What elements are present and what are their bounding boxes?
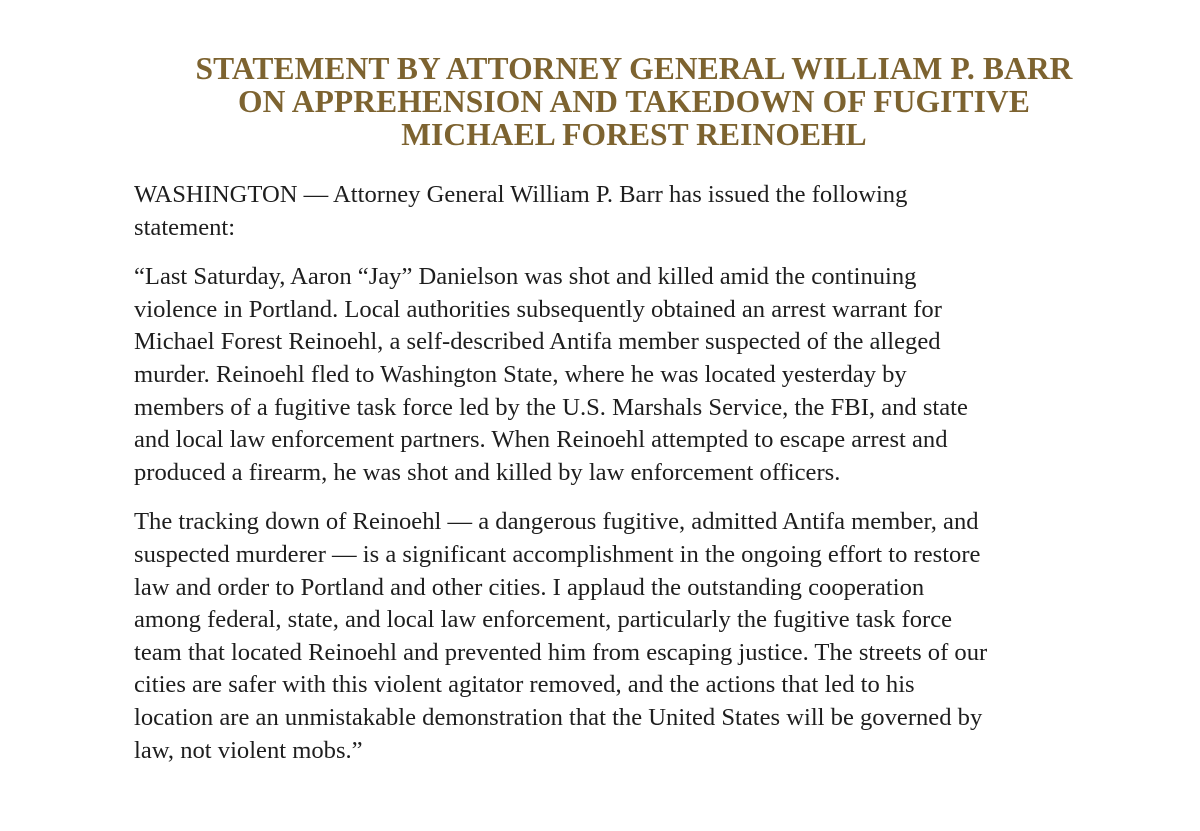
press-release — [134, 52, 1134, 767]
text-line: violence in Portland. Local authorities subsequently obtained an arrest warrant for — [134, 295, 942, 323]
title-line: ON APPREHENSION AND TAKEDOWN OF FUGITIVE — [238, 84, 1030, 119]
title-line: MICHAEL FOREST REINOEHL — [401, 117, 867, 152]
text-line: location are an unmistakable demonstration that the United States will be governed by — [134, 703, 983, 731]
text-line: murder. Reinoehl fled to Washington State, where he was located yesterday by — [134, 360, 907, 388]
text-line: statement: — [134, 213, 236, 241]
text-line: The tracking down of Reinoehl — a dangerous fugitive, admitted Antifa member, and — [134, 508, 979, 536]
text-line: and local law enforcement partners. When Reinoehl attempted to escape arrest and — [134, 426, 948, 454]
text-line: cities are safer with this violent agitator removed, and the actions that led to his — [134, 671, 915, 699]
text-line: suspected murderer — is a significant accomplishment in the ongoing effort to restore — [134, 540, 981, 568]
quote-paragraph-2 — [134, 506, 1134, 767]
text-line: among federal, state, and local law enforcement, particularly the fugitive task force — [134, 606, 953, 634]
text-line: team that located Reinoehl and prevented him from escaping justice. The streets of our — [134, 638, 988, 666]
quote-paragraph-1 — [134, 261, 1134, 489]
text-line: law, not violent mobs.” — [134, 736, 363, 764]
text-line: members of a fugitive task force led by the U.S. Marshals Service, the FBI, and state — [134, 393, 968, 421]
title-line: STATEMENT BY ATTORNEY GENERAL WILLIAM P. BARR — [195, 51, 1073, 86]
statement-title — [134, 52, 1134, 151]
text-line: produced a firearm, he was shot and killed by law enforcement officers. — [134, 458, 841, 486]
text-line: “Last Saturday, Aaron “Jay” Danielson was shot and killed amid the continuing — [134, 263, 917, 291]
dateline-paragraph — [134, 179, 1134, 244]
text-line: Michael Forest Reinoehl, a self-described Antifa member suspected of the alleged — [134, 328, 941, 356]
text-line: law and order to Portland and other cities. I applaud the outstanding cooperation — [134, 573, 925, 601]
text-line: WASHINGTON — Attorney General William P. Barr has issued the following — [134, 181, 908, 208]
